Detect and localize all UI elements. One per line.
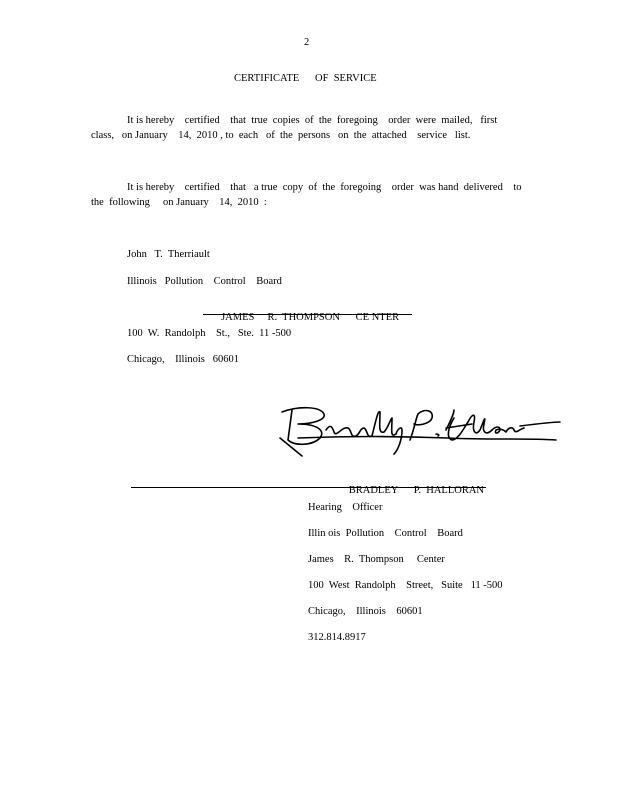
signer-street: 100 West Randolph Street, Suite 11 -500	[308, 580, 503, 591]
certificate-title: CERTIFICATE OF SERVICE	[234, 73, 377, 84]
signer-city: Chicago, Illinois 60601	[308, 606, 423, 617]
signature-line	[131, 474, 486, 496]
signature-name: BRADLEY P. HALLORAN	[348, 485, 484, 496]
page-number: 2	[304, 37, 310, 48]
paragraph-mailed-line-1: It is hereby certified that true copies of the foregoing order were mailed, first	[127, 115, 498, 126]
paragraph-hand-delivered-line-1: It is hereby certified that a true copy of the foregoing order was hand delivered to	[127, 182, 522, 193]
recipient-name: John T. Therriault	[127, 249, 210, 260]
recipient-building	[203, 301, 412, 323]
recipient-street: 100 W. Randolph St., Ste. 11 -500	[127, 328, 292, 339]
recipient-city: Chicago, Illinois 60601	[127, 354, 239, 365]
signer-organization: Illin ois Pollution Control Board	[308, 528, 463, 539]
signature-image	[268, 400, 568, 460]
recipient-organization: Illinois Pollution Control Board	[127, 276, 282, 287]
paragraph-hand-delivered-line-2: the following on January 14, 2010 :	[91, 197, 267, 208]
recipient-building-text: JAMES R. THOMPSON CE NTER	[221, 312, 400, 323]
signer-title: Hearing Officer	[308, 502, 383, 513]
signer-building: James R. Thompson Center	[308, 554, 445, 565]
signer-phone: 312.814.8917	[308, 632, 366, 643]
paragraph-mailed-line-2: class, on January 14, 2010 , to each of the persons on the attached service list.	[91, 130, 471, 141]
